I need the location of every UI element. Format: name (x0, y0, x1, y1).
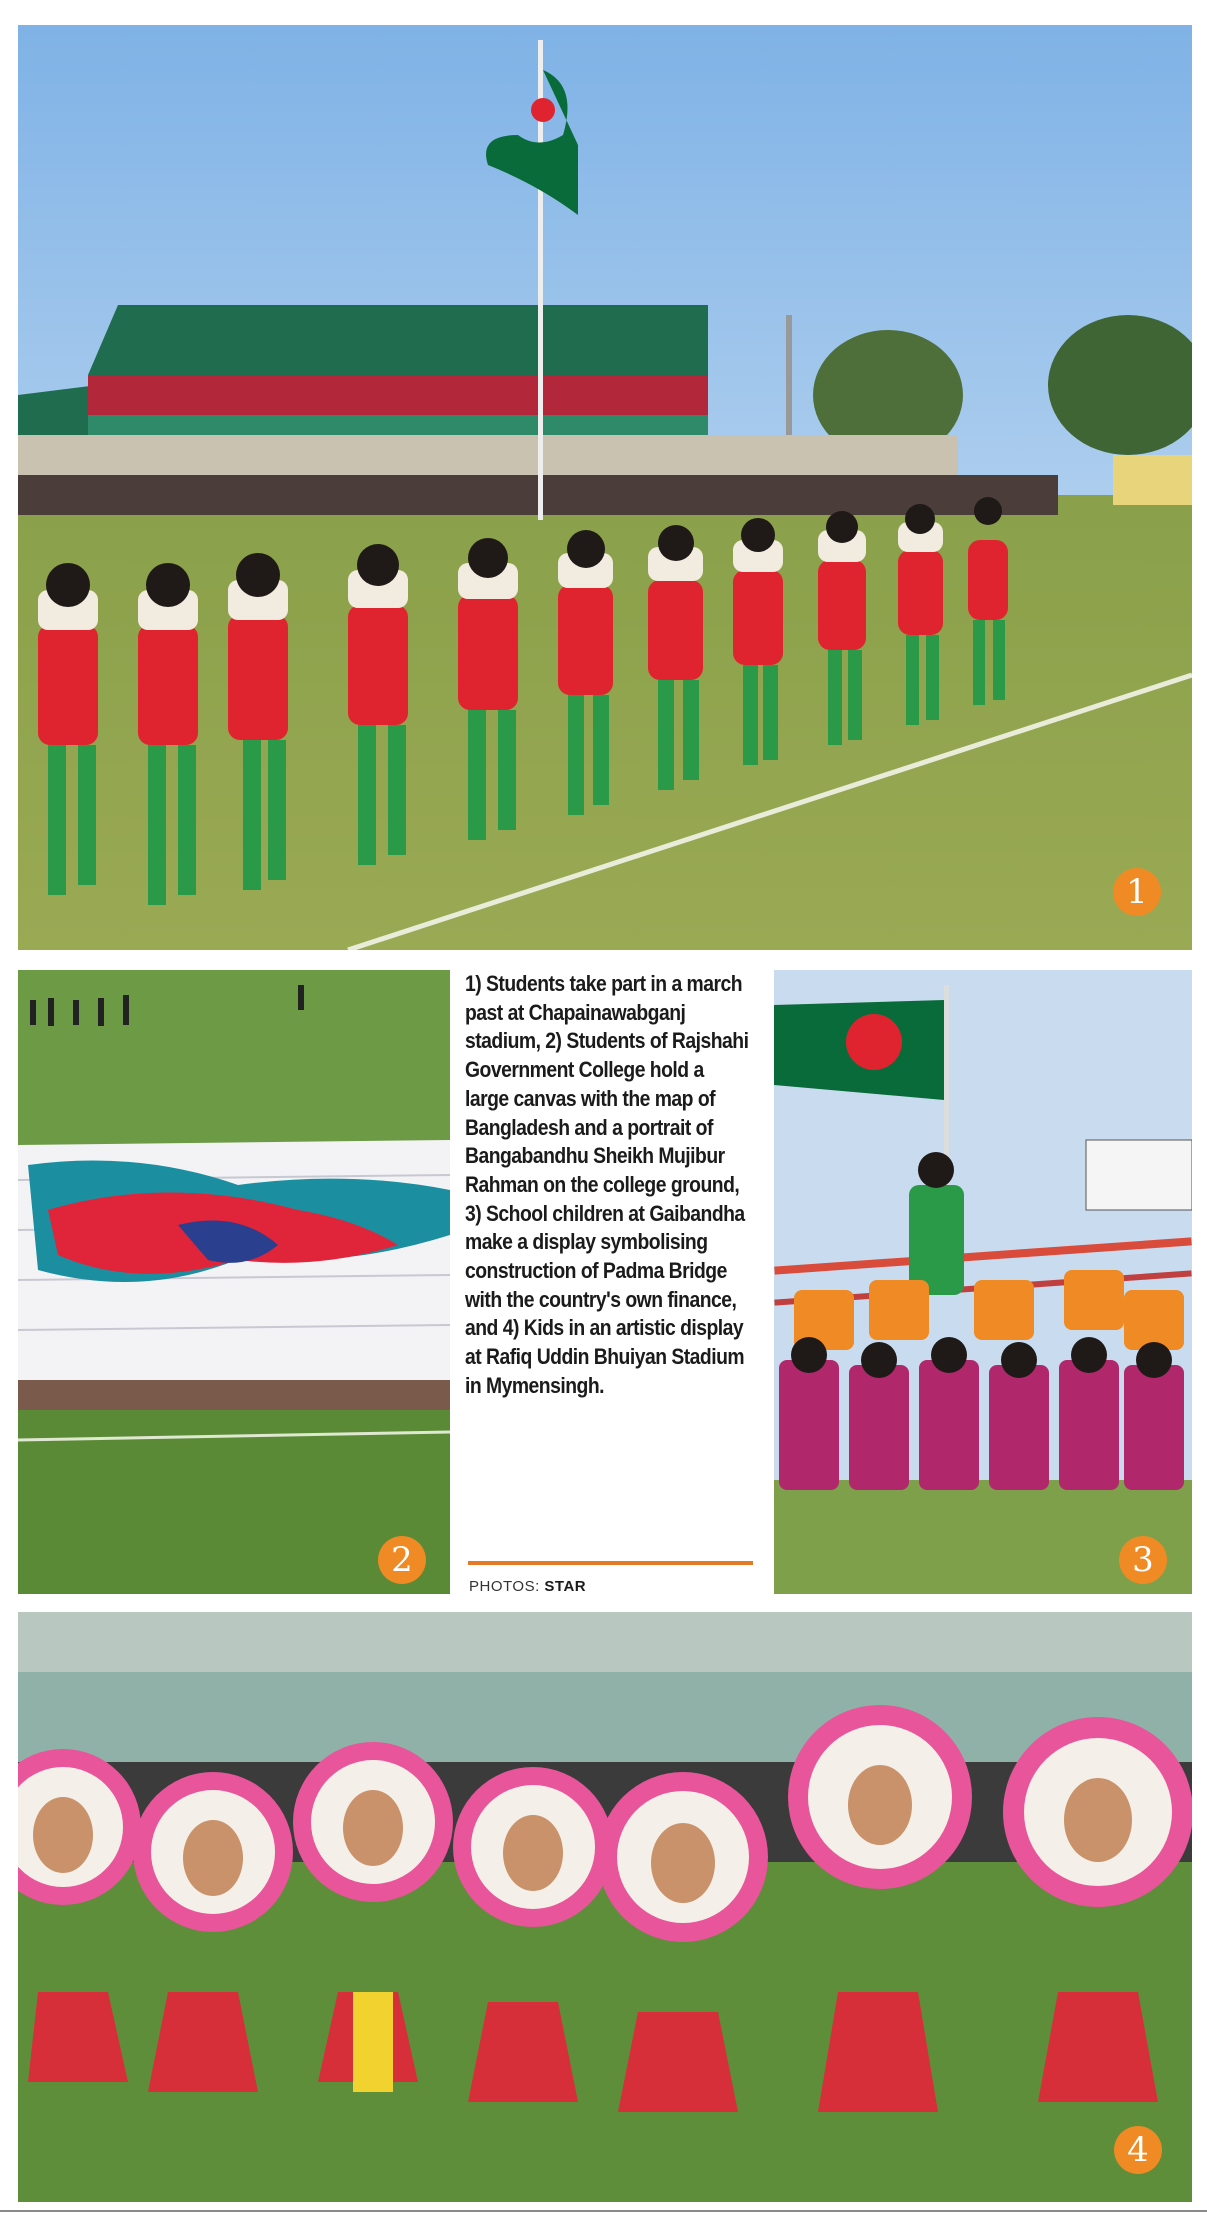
photo-number-badge: 1 (1113, 868, 1161, 916)
photo-padma-display (774, 970, 1192, 1594)
caption-divider (468, 1561, 753, 1565)
photo-artistic-display (18, 1612, 1192, 2202)
credit-prefix: PHOTOS: (469, 1578, 540, 1595)
photo-number-badge: 2 (378, 1536, 426, 1584)
photo-caption: 1) Students take part in a march past at Chapainawabganj stadium, 2) Students of Rajshahi Government College hold a large canvas with the map of Bangladesh and a portrait of Bangabandhu Sheikh Mujibur Rahman on the college ground, 3) School children at Gaibandha make a display symbolising construction of Padma Bridge with the country's own finance, and 4) Kids in an artistic display at Rafiq Uddin Bhuiyan Stadium in Mymensingh. (465, 971, 749, 1398)
photo-credit (469, 1578, 586, 1595)
credit-source: STAR (544, 1578, 587, 1595)
march-past-illustration (18, 25, 1192, 950)
canvas-map-illustration (18, 970, 450, 1594)
photo-march-past (18, 25, 1192, 950)
artistic-display-illustration (18, 1612, 1192, 2202)
photo-number-badge: 4 (1114, 2126, 1162, 2174)
page-bottom-rule (0, 2210, 1207, 2212)
photo-canvas-map (18, 970, 450, 1594)
padma-display-illustration (774, 970, 1192, 1594)
photo-number-badge: 3 (1119, 1536, 1167, 1584)
